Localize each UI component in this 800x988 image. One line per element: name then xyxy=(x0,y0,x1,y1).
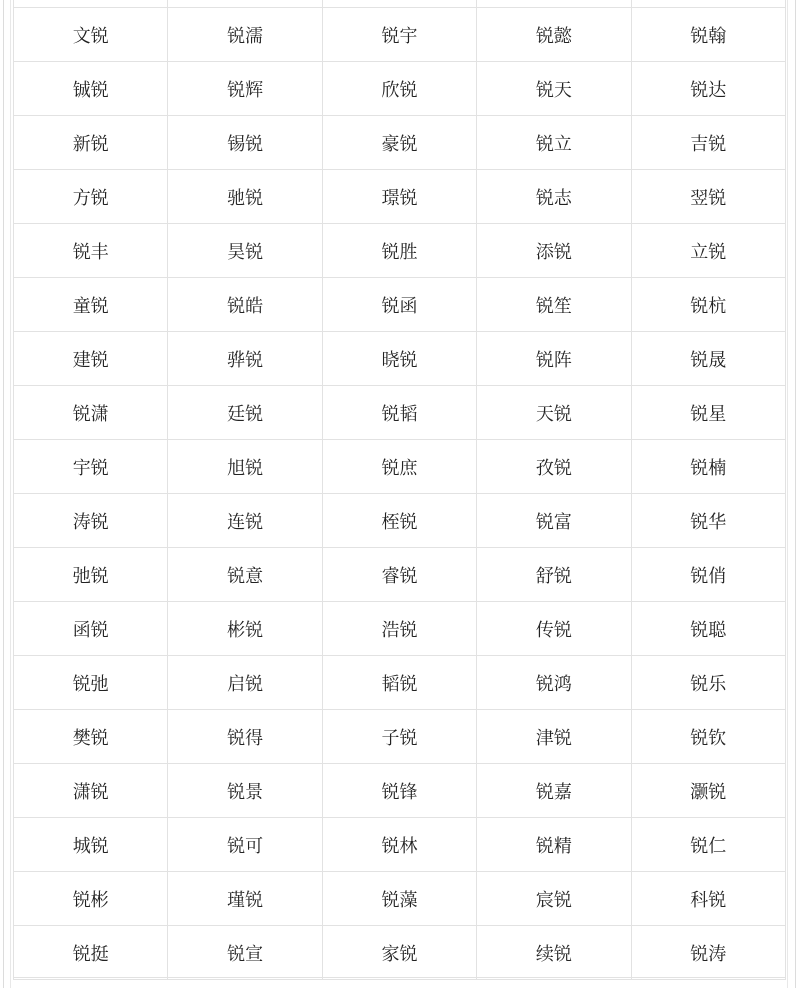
name-cell: 锐得 xyxy=(168,710,322,764)
name-cell: 锐华 xyxy=(631,494,785,548)
table-row xyxy=(14,656,786,710)
inner-right-border xyxy=(787,0,788,988)
name-cell: 锡锐 xyxy=(168,116,322,170)
name-cell: 子锐 xyxy=(322,710,476,764)
table-row xyxy=(14,8,786,62)
name-cell: 锐林 xyxy=(322,818,476,872)
name-cell: 城锐 xyxy=(14,818,168,872)
name-cell: 铖锐 xyxy=(14,62,168,116)
table-row xyxy=(14,278,786,332)
name-cell: 启锐 xyxy=(168,656,322,710)
name-cell: 锐胜 xyxy=(322,224,476,278)
names-table xyxy=(13,7,786,980)
name-cell: 锐丰 xyxy=(14,224,168,278)
name-cell: 科锐 xyxy=(631,872,785,926)
table-row xyxy=(14,224,786,278)
name-cell: 潇锐 xyxy=(14,764,168,818)
name-cell: 锐辉 xyxy=(168,62,322,116)
name-cell: 童锐 xyxy=(14,278,168,332)
name-cell: 锐精 xyxy=(477,818,631,872)
table-top-strip xyxy=(13,0,786,7)
name-cell: 锐立 xyxy=(477,116,631,170)
name-cell: 瑾锐 xyxy=(168,872,322,926)
table-row xyxy=(14,116,786,170)
name-cell: 锐彬 xyxy=(14,872,168,926)
name-cell: 宇锐 xyxy=(14,440,168,494)
name-cell: 锐宣 xyxy=(168,926,322,980)
name-cell: 传锐 xyxy=(477,602,631,656)
name-cell: 方锐 xyxy=(14,170,168,224)
left-border xyxy=(3,0,4,988)
name-cell: 锐杭 xyxy=(631,278,785,332)
name-cell: 锐俏 xyxy=(631,548,785,602)
name-cell: 锐晟 xyxy=(631,332,785,386)
right-border xyxy=(795,0,796,988)
name-cell: 吉锐 xyxy=(631,116,785,170)
table-row xyxy=(14,494,786,548)
table-row xyxy=(14,548,786,602)
name-cell: 宸锐 xyxy=(477,872,631,926)
name-cell: 锐钦 xyxy=(631,710,785,764)
name-cell: 锐弛 xyxy=(14,656,168,710)
name-cell: 樊锐 xyxy=(14,710,168,764)
name-cell: 锐意 xyxy=(168,548,322,602)
table-row xyxy=(14,602,786,656)
name-cell: 睿锐 xyxy=(322,548,476,602)
name-cell: 建锐 xyxy=(14,332,168,386)
name-cell: 锐楠 xyxy=(631,440,785,494)
name-cell: 昊锐 xyxy=(168,224,322,278)
name-cell: 灏锐 xyxy=(631,764,785,818)
name-cell: 新锐 xyxy=(14,116,168,170)
table-row xyxy=(14,926,786,980)
name-cell: 锐阵 xyxy=(477,332,631,386)
name-cell: 翌锐 xyxy=(631,170,785,224)
name-cell: 立锐 xyxy=(631,224,785,278)
name-cell: 津锐 xyxy=(477,710,631,764)
name-cell: 锐濡 xyxy=(168,8,322,62)
name-cell: 锐嘉 xyxy=(477,764,631,818)
name-cell: 添锐 xyxy=(477,224,631,278)
name-cell: 锐可 xyxy=(168,818,322,872)
table-row xyxy=(14,386,786,440)
name-cell: 锐韬 xyxy=(322,386,476,440)
table-row xyxy=(14,62,786,116)
name-cell: 桎锐 xyxy=(322,494,476,548)
name-cell: 锐涛 xyxy=(631,926,785,980)
name-cell: 锐景 xyxy=(168,764,322,818)
name-cell: 彬锐 xyxy=(168,602,322,656)
name-cell: 晓锐 xyxy=(322,332,476,386)
name-cell: 家锐 xyxy=(322,926,476,980)
name-cell: 锐星 xyxy=(631,386,785,440)
name-cell: 舒锐 xyxy=(477,548,631,602)
table-bottom-border xyxy=(13,977,786,978)
table-row xyxy=(14,872,786,926)
name-cell: 续锐 xyxy=(477,926,631,980)
name-cell: 孜锐 xyxy=(477,440,631,494)
name-cell: 弛锐 xyxy=(14,548,168,602)
name-cell: 旭锐 xyxy=(168,440,322,494)
name-cell: 驰锐 xyxy=(168,170,322,224)
name-cell: 锐潇 xyxy=(14,386,168,440)
name-cell: 锐皓 xyxy=(168,278,322,332)
name-cell: 锐函 xyxy=(322,278,476,332)
name-cell: 文锐 xyxy=(14,8,168,62)
table-row xyxy=(14,710,786,764)
name-cell: 锐笙 xyxy=(477,278,631,332)
name-cell: 浩锐 xyxy=(322,602,476,656)
name-cell: 锐庶 xyxy=(322,440,476,494)
name-cell: 欣锐 xyxy=(322,62,476,116)
table-row xyxy=(14,764,786,818)
table-row xyxy=(14,440,786,494)
name-cell: 锐翰 xyxy=(631,8,785,62)
name-cell: 锐藻 xyxy=(322,872,476,926)
name-cell: 璟锐 xyxy=(322,170,476,224)
inner-left-border xyxy=(10,0,11,988)
table-row xyxy=(14,170,786,224)
name-cell: 函锐 xyxy=(14,602,168,656)
name-cell: 锐达 xyxy=(631,62,785,116)
name-cell: 锐乐 xyxy=(631,656,785,710)
name-cell: 锐富 xyxy=(477,494,631,548)
name-cell: 锐懿 xyxy=(477,8,631,62)
name-cell: 锐宇 xyxy=(322,8,476,62)
name-cell: 锐志 xyxy=(477,170,631,224)
name-cell: 天锐 xyxy=(477,386,631,440)
name-cell: 骅锐 xyxy=(168,332,322,386)
name-cell: 廷锐 xyxy=(168,386,322,440)
name-cell: 锐锋 xyxy=(322,764,476,818)
table-row xyxy=(14,332,786,386)
name-cell: 涛锐 xyxy=(14,494,168,548)
name-cell: 韬锐 xyxy=(322,656,476,710)
name-cell: 连锐 xyxy=(168,494,322,548)
name-cell: 豪锐 xyxy=(322,116,476,170)
name-cell: 锐挺 xyxy=(14,926,168,980)
name-cell: 锐鸿 xyxy=(477,656,631,710)
table-row xyxy=(14,818,786,872)
name-cell: 锐聪 xyxy=(631,602,785,656)
names-table-body xyxy=(14,8,786,980)
name-cell: 锐仁 xyxy=(631,818,785,872)
name-cell: 锐天 xyxy=(477,62,631,116)
